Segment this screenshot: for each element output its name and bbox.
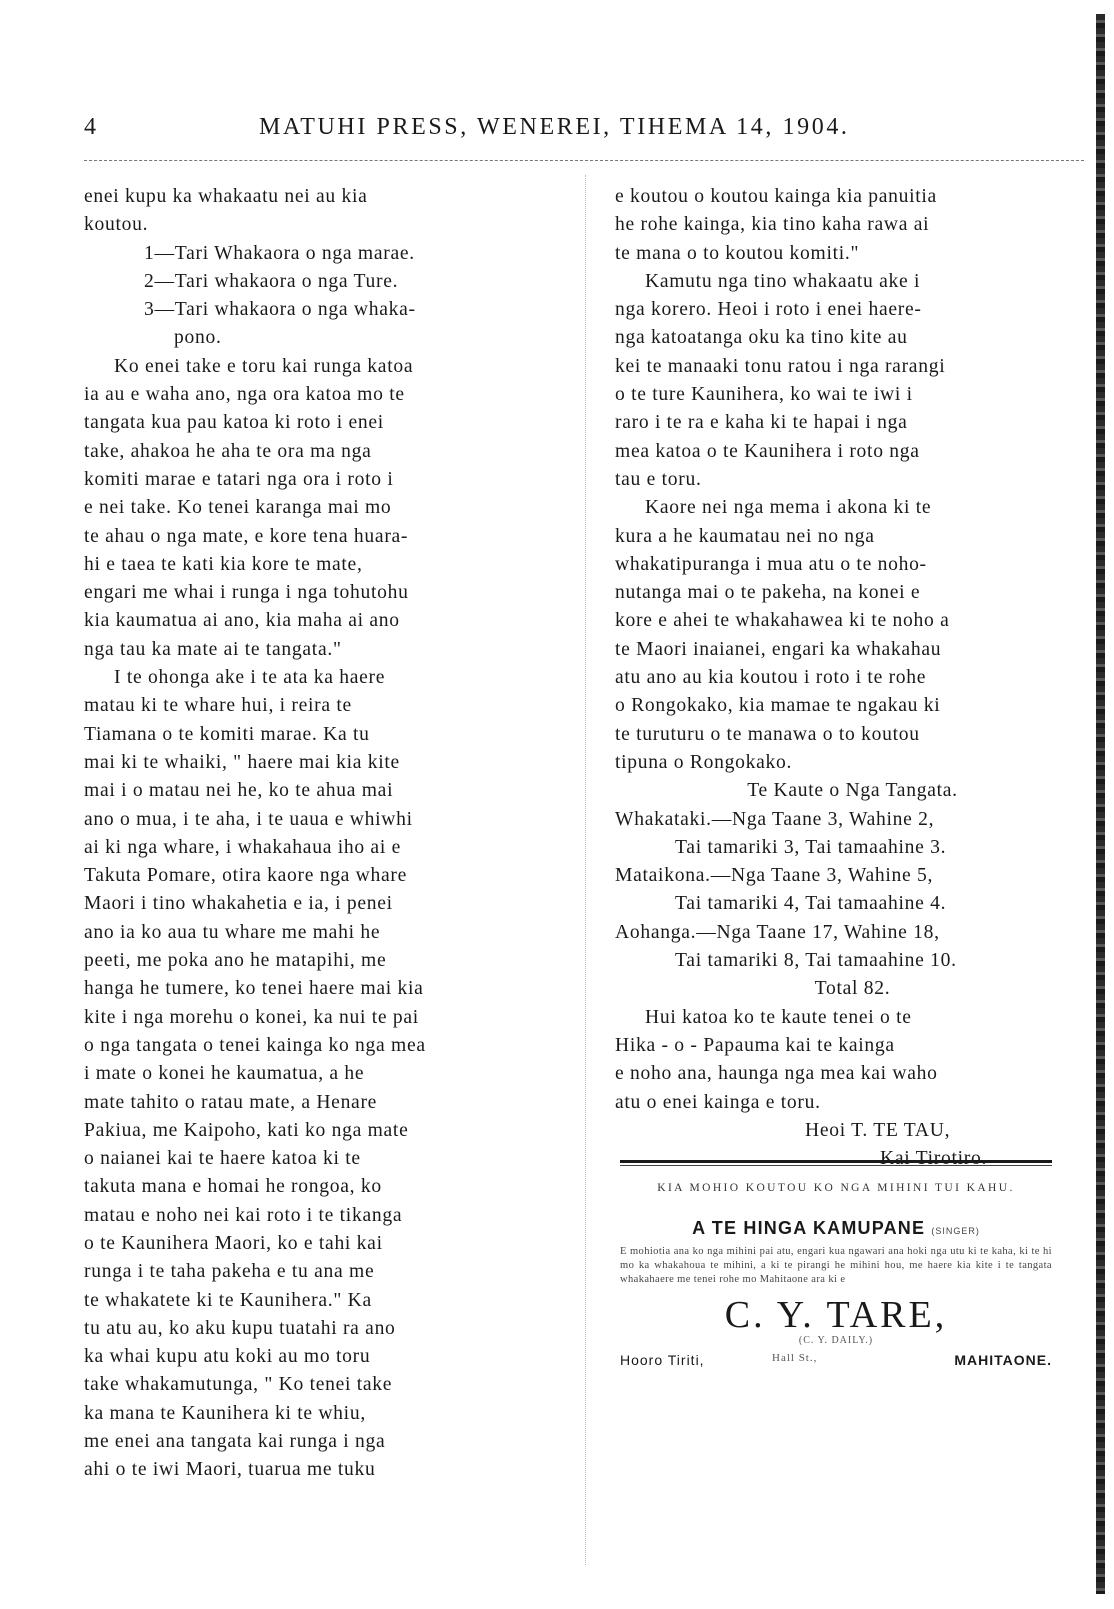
census-line: Tai tamariki 4, Tai tamaahine 4. xyxy=(675,893,947,915)
text-line: I te ohonga ake i te ata ka haere xyxy=(114,667,386,689)
text-line: Kamutu nga tino whakaatu ake i xyxy=(645,270,921,292)
text-line: runga i te taha pakeha e tu ana me xyxy=(84,1261,375,1283)
text-line: e koutou o koutou kainga kia panuitia xyxy=(615,186,937,207)
text-line: ahi o te iwi Maori, tuarua me tuku xyxy=(84,1459,376,1481)
text-line: enei kupu ka whakaatu nei au kia xyxy=(84,186,368,207)
ad-town: MAHITAONE. xyxy=(954,1352,1052,1368)
ad-heading: KIA MOHIO KOUTOU KO NGA MIHINI TUI KAHU. xyxy=(657,1182,1015,1194)
text-line: te turuturu o te manawa o to koutou xyxy=(615,723,920,745)
text-line: kite i nga morehu o konei, ka nui te pai xyxy=(84,1006,419,1028)
text-line: me enei ana tangata kai runga i nga xyxy=(84,1431,386,1453)
text-line: ano o mua, i te aha, i te uaua e whiwhi xyxy=(84,808,413,830)
census-total: Total 82. xyxy=(814,978,891,1000)
text-line: nutanga mai o te pakeha, na konei e xyxy=(615,582,921,604)
text-line: tangata kua pau katoa ki roto i enei xyxy=(84,412,384,434)
text-line: Hui katoa ko te kaute tenei o te xyxy=(645,1006,912,1028)
text-line: peeti, me poka ano he matapihi, me xyxy=(84,950,387,972)
text-line: kura a he kaumatau nei no nga xyxy=(615,525,875,547)
text-line: tu atu au, ko aku kupu tuatahi ra ano xyxy=(84,1317,396,1339)
ad-street: Hooro Tiriti, xyxy=(620,1352,705,1368)
ad-title xyxy=(620,1218,1052,1239)
text-line: e noho ana, haunga nga mea kai waho xyxy=(615,1063,938,1085)
text-line: mai ki te whaiki, " haere mai kia kite xyxy=(84,751,400,773)
list-item: pono. xyxy=(174,327,222,349)
ad-merchant-name: C. Y. TARE, xyxy=(724,1294,948,1336)
newspaper-title: MATUHI PRESS, WENEREI, TIHEMA 14, 1904. xyxy=(259,114,850,140)
text-line: o te Kaunihera Maori, ko e tahi kai xyxy=(84,1232,383,1254)
text-line: te Maori inaianei, engari ka whakahau xyxy=(615,638,942,660)
page-header xyxy=(84,114,1034,146)
text-line: te ahau o nga mate, e kore tena huara- xyxy=(84,525,409,547)
text-line: komiti marae e tatari nga ora i roto i xyxy=(84,468,394,490)
census-line: Mataikona.—Nga Taane 3, Wahine 5, xyxy=(615,865,934,887)
text-line: matau e noho nei kai roto i te tikanga xyxy=(84,1204,403,1226)
text-line: nga tau ka mate ai te tangata." xyxy=(84,638,342,660)
text-line: whakatipuranga i mua atu o te noho- xyxy=(615,553,927,575)
text-line: tipuna o Rongokako. xyxy=(615,751,793,773)
text-line: Kaore nei nga mema i akona ki te xyxy=(645,497,932,519)
text-line: o te ture Kaunihera, ko wai te iwi i xyxy=(615,384,913,406)
ad-top-rule xyxy=(620,1160,1052,1163)
text-line: koutou. xyxy=(84,214,149,236)
text-line: raro i te ra e kaha ki te hapai i nga xyxy=(615,412,908,434)
ad-top-rule-thin xyxy=(620,1165,1052,1166)
text-line: o naianei kai te haere katoa ki te xyxy=(84,1148,361,1170)
census-line: Tai tamariki 3, Tai tamaahine 3. xyxy=(675,836,947,858)
ad-street-english: Hall St., xyxy=(772,1352,818,1364)
text-line: kei te manaaki tonu ratou i nga rarangi xyxy=(615,355,946,377)
text-line: mai i o matau nei he, ko te ahua mai xyxy=(84,780,394,802)
left-column xyxy=(84,183,554,1485)
census-line: Whakataki.—Nga Taane 3, Wahine 2, xyxy=(615,808,935,830)
text-line: atu o enei kainga e toru. xyxy=(615,1091,821,1113)
list-item: 3—Tari whakaora o nga whaka- xyxy=(144,299,416,321)
column-rule xyxy=(585,175,586,1565)
singer-advertisement xyxy=(620,1160,1052,1470)
page-edge-bar xyxy=(1096,14,1105,1594)
text-line: e nei take. Ko tenei karanga mai mo xyxy=(84,497,392,519)
list-item: 2—Tari whakaora o nga Ture. xyxy=(144,270,399,292)
text-line: te whakatete ki te Kaunihera." Ka xyxy=(84,1289,372,1311)
census-heading: Te Kaute o Nga Tangata. xyxy=(747,780,958,802)
text-line: kore e ahei te whakahawea ki te noho a xyxy=(615,610,950,632)
text-line: ia au e waha ano, nga ora katoa mo te xyxy=(84,384,405,406)
ad-footer xyxy=(620,1352,1052,1374)
text-line: he rohe kainga, kia tino kaha rawa ai xyxy=(615,214,930,236)
text-line: take, ahakoa he aha te ora ma nga xyxy=(84,440,372,462)
text-line: o Rongokako, kia mamae te ngakau ki xyxy=(615,695,941,717)
text-line: takuta mana e homai he rongoa, ko xyxy=(84,1176,382,1198)
signature-name: Heoi T. TE TAU, xyxy=(805,1119,951,1141)
header-rule xyxy=(84,160,1084,161)
text-line: mate tahito o ratau mate, a Henare xyxy=(84,1091,378,1113)
text-line: ka mana te Kaunihera ki te whiu, xyxy=(84,1402,366,1424)
right-column xyxy=(615,183,1090,1173)
text-line: mea katoa o te Kaunihera i roto nga xyxy=(615,440,920,462)
text-line: o nga tangata o tenei kainga ko nga mea xyxy=(84,1034,426,1056)
ad-title-text: A TE HINGA KAMUPANE xyxy=(692,1218,926,1238)
page-number: 4 xyxy=(84,114,98,140)
text-line: kia kaumatua ai ano, kia maha ai ano xyxy=(84,610,400,632)
text-line: tau e toru. xyxy=(615,468,702,490)
census-line: Aohanga.—Nga Taane 17, Wahine 18, xyxy=(615,921,940,943)
text-line: i mate o konei he kaumatua, a he xyxy=(84,1063,365,1085)
text-line: Takuta Pomare, otira kaore nga whare xyxy=(84,865,408,887)
text-line: nga korero. Heoi i roto i enei haere- xyxy=(615,299,922,321)
text-line: atu ano au kia koutou i roto i te rohe xyxy=(615,667,927,689)
text-line: ka whai kupu atu koki au mo toru xyxy=(84,1346,371,1368)
text-line: te mana o to koutou komiti." xyxy=(615,242,860,264)
text-line: Hika - o - Papauma kai te kainga xyxy=(615,1034,895,1056)
text-line: take whakamutunga, " Ko tenei take xyxy=(84,1374,393,1396)
ad-body: E mohiotia ana ko nga mihini pai atu, engari kua ngawari ana hoki nga utu ki te kaha, ki te hi mo ka whakahoua te mihini, a ki te pirangi he mihini hou, me haere kia kite i te tangata whakahaere me tenei rohe mo Mahitaone ara ki e xyxy=(620,1246,1052,1285)
list-item: 1—Tari Whakaora o nga marae. xyxy=(144,242,415,264)
signature-title: Kai Tirotiro. xyxy=(880,1148,988,1170)
ad-merchant-sub: (C. Y. DAILY.) xyxy=(798,1335,874,1346)
text-line: Tiamana o te komiti marae. Ka tu xyxy=(84,723,370,745)
text-line: ano ia ko aua tu whare me mahi he xyxy=(84,921,381,943)
ad-title-note: (SINGER) xyxy=(931,1226,980,1236)
census-line: Tai tamariki 8, Tai tamaahine 10. xyxy=(675,950,957,972)
text-line: hi e taea te kati kia kore te mate, xyxy=(84,553,363,575)
text-line: matau ki te whare hui, i reira te xyxy=(84,695,352,717)
text-line: hanga he tumere, ko tenei haere mai kia xyxy=(84,978,424,1000)
text-line: Maori i tino whakahetia e ia, i penei xyxy=(84,893,393,915)
text-line: engari me whai i runga i nga tohutohu xyxy=(84,582,409,604)
text-line: ai ki nga whare, i whakahaua iho ai e xyxy=(84,836,401,858)
text-line: nga katoatanga oku ka tino kite au xyxy=(615,327,908,349)
text-line: Pakiua, me Kaipoho, kati ko nga mate xyxy=(84,1119,409,1141)
text-line: Ko enei take e toru kai runga katoa xyxy=(114,355,414,377)
